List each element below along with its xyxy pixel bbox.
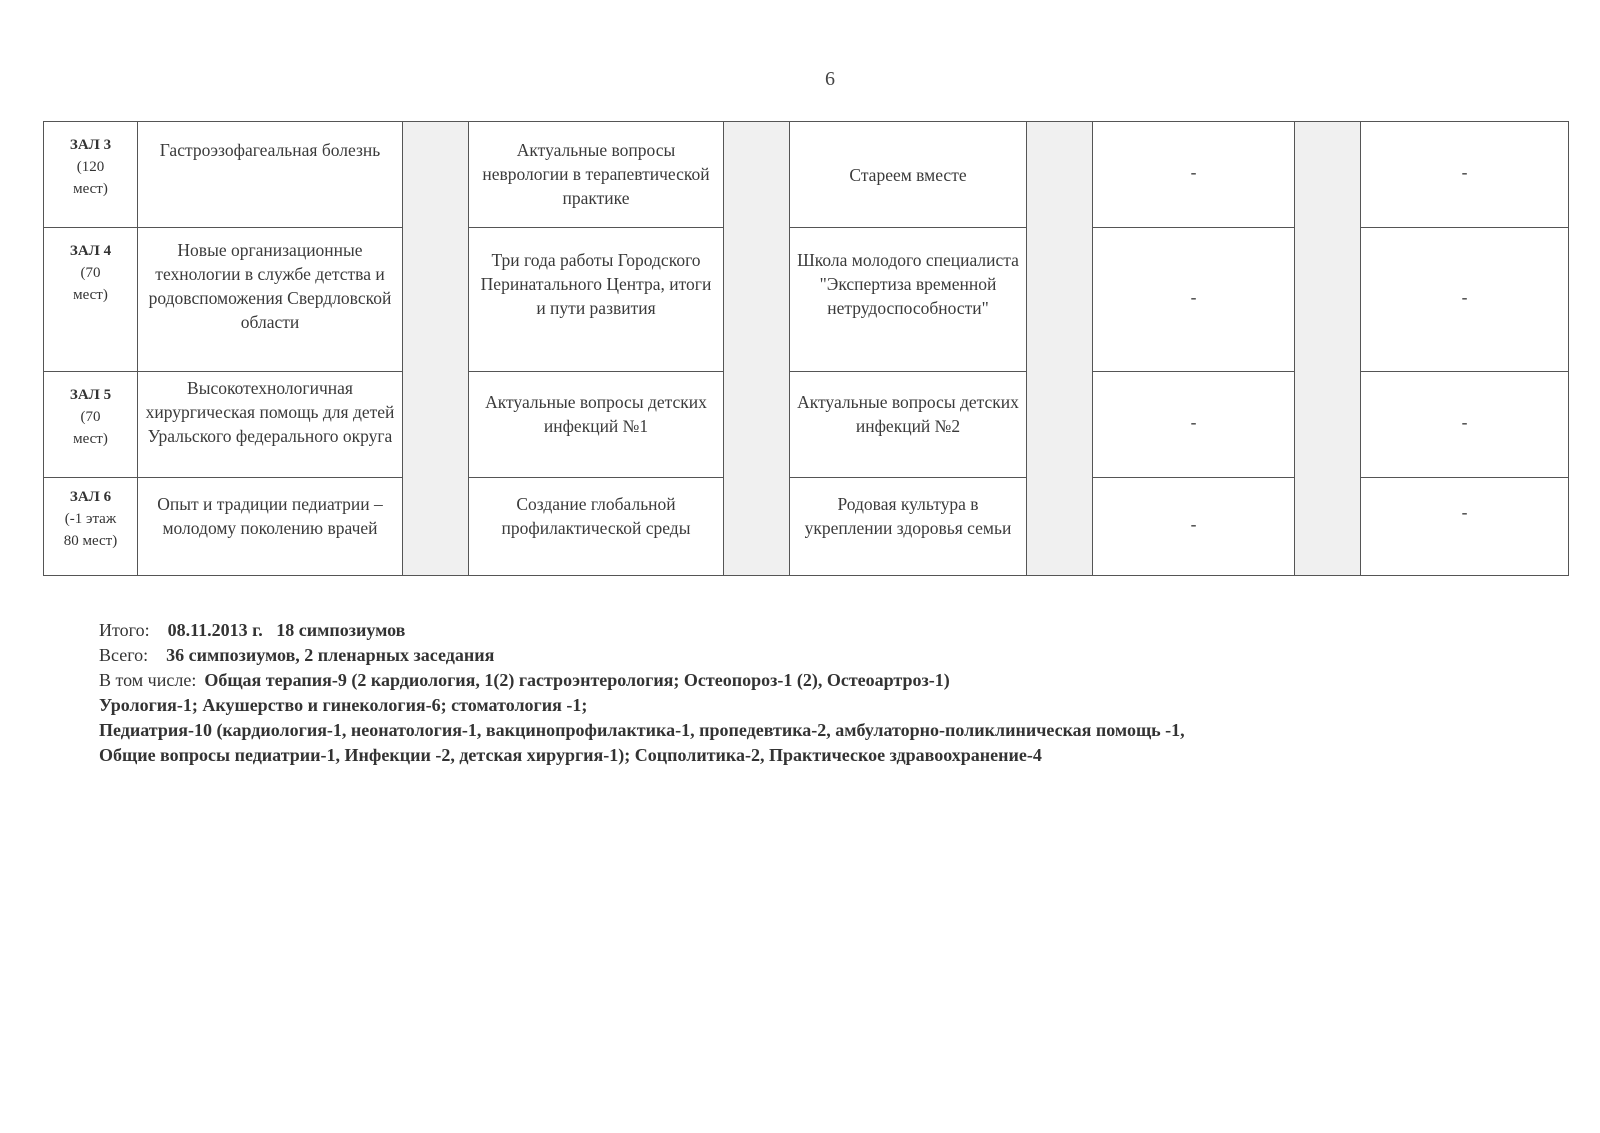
summary-total-value: 08.11.2013 г. 18 симпозиумов: [167, 620, 406, 640]
hall-detail: (70: [80, 265, 101, 281]
page-number: 6: [825, 68, 835, 90]
summary-total-label: Итого:: [99, 620, 150, 640]
hall-name: ЗАЛ 3: [69, 137, 112, 153]
hall-cell: [44, 228, 138, 372]
session-cell: Школа молодого специалиста "Экспертиза временной нетрудоспособности": [790, 228, 1027, 372]
hall-cell: [44, 478, 138, 576]
summary-block: [99, 618, 1185, 768]
hall-cell: [44, 372, 138, 478]
empty-session-cell: -: [1093, 478, 1295, 576]
hall-cell: [44, 122, 138, 228]
empty-session-cell: -: [1093, 228, 1295, 372]
session-cell: Стареем вместе: [790, 122, 1027, 228]
summary-line: [99, 718, 1185, 743]
session-cell: Актуальные вопросы неврологии в терапевтической практике: [469, 122, 724, 228]
hall-name: ЗАЛ 6: [69, 489, 112, 505]
summary-including-value: Общая терапия-9 (2 кардиология, 1(2) гастроэнтерология; Остеопороз-1 (2), Остеоартроз-1): [204, 670, 950, 690]
session-cell: Высокотехнологичная хирургическая помощь для детей Уральского федерального округа: [138, 372, 403, 478]
session-cell: Создание глобальной профилактической среды: [469, 478, 724, 576]
summary-all-value: 36 симпозиумов, 2 пленарных заседания: [166, 645, 495, 665]
empty-session-cell: -: [1093, 372, 1295, 478]
session-cell: Актуальные вопросы детских инфекций №1: [469, 372, 724, 478]
summary-including-label: В том числе:: [99, 670, 197, 690]
empty-session-cell: -: [1361, 122, 1569, 228]
break-column: [403, 122, 469, 576]
hall-detail: (70: [80, 409, 101, 425]
schedule-table: [43, 121, 1569, 576]
summary-including-line: [99, 668, 1185, 693]
empty-session-cell: -: [1361, 372, 1569, 478]
empty-session-cell: -: [1361, 478, 1569, 576]
hall-detail: 80 мест): [63, 533, 118, 549]
summary-line: [99, 743, 1185, 768]
hall-name: ЗАЛ 4: [69, 243, 112, 259]
summary-all-line: [99, 643, 1185, 668]
summary-all-label: Всего:: [99, 645, 149, 665]
summary-line-text: Урология-1; Акушерство и гинекология-6; стоматология -1;: [99, 695, 588, 715]
summary-total-line: [99, 618, 1185, 643]
empty-session-cell: -: [1093, 122, 1295, 228]
break-column: [724, 122, 790, 576]
session-cell: Родовая культура в укреплении здоровья семьи: [790, 478, 1027, 576]
session-cell: Опыт и традиции педиатрии – молодому поколению врачей: [138, 478, 403, 576]
hall-detail: мест): [73, 431, 108, 447]
break-column: [1295, 122, 1361, 576]
empty-session-cell: -: [1361, 228, 1569, 372]
summary-line: [99, 693, 1185, 718]
break-column: [1027, 122, 1093, 576]
summary-line-text: Общие вопросы педиатрии-1, Инфекции -2, детская хирургия-1); Соцполитика-2, Практическое здравоохранение-4: [99, 745, 1042, 765]
hall-name: ЗАЛ 5: [69, 387, 112, 403]
summary-line-text: Педиатрия-10 (кардиология-1, неонатология-1, вакцинопрофилактика-1, пропедевтика-2, амбулаторно-поликлиническая помощь -1,: [99, 720, 1185, 740]
hall-detail: мест): [73, 181, 108, 197]
hall-detail: (-1 этаж: [64, 511, 117, 527]
session-cell: Гастроэзофагеальная болезнь: [138, 122, 403, 228]
session-cell: Актуальные вопросы детских инфекций №2: [790, 372, 1027, 478]
session-cell: Новые организационные технологии в службе детства и родовспоможения Свердловской области: [138, 228, 403, 372]
session-cell: Три года работы Городского Перинатального Центра, итоги и пути развития: [469, 228, 724, 372]
hall-detail: (120: [76, 159, 105, 175]
hall-detail: мест): [73, 287, 108, 303]
table-row-hall-3: [44, 122, 1569, 228]
